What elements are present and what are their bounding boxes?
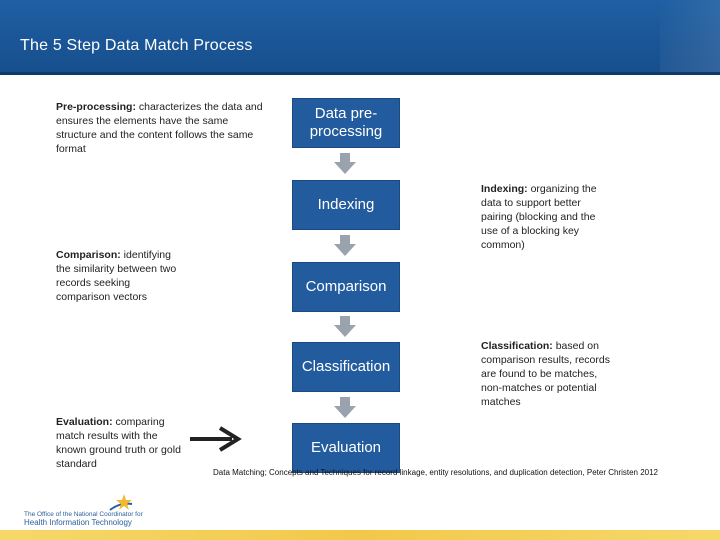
note-classification-term: Classification: [481,340,553,352]
down-arrow-icon [334,153,356,175]
header-decoration [660,0,720,72]
onc-logo [20,492,143,528]
down-arrow-icon [334,316,356,338]
note-evaluation [56,415,181,471]
note-indexing-term: Indexing: [481,183,528,195]
down-arrow-icon [334,235,356,257]
page-title: The 5 Step Data Match Process [20,37,253,54]
note-comparison [56,248,181,304]
note-indexing [481,182,611,252]
note-classification [481,339,616,409]
note-preprocessing-term: Pre-processing: [56,101,136,113]
note-evaluation-text: comparing match results with the known ground truth or gold standard [56,416,181,470]
step-comparison: Comparison [292,262,400,312]
note-preprocessing [56,100,271,156]
note-comparison-term: Comparison: [56,249,121,261]
step-evaluation: Evaluation [292,423,400,473]
footer-bar [0,530,720,540]
note-classification-text: based on comparison results, records are found to be matches, non-matches or potential matches [481,340,610,408]
note-evaluation-term: Evaluation: [56,416,113,428]
logo-line-1: The Office of the National Coordinator for [24,511,143,518]
step-indexing: Indexing [292,180,400,230]
citation: Data Matching; Concepts and Techniques for record linkage, entity resolutions, and duplication detection, Peter Christen 2012 [213,468,659,477]
down-arrow-icon [334,397,356,419]
note-comparison-text: identifying the similarity between two records seeking comparison vectors [56,249,177,303]
header-bar [0,0,720,75]
note-preprocessing-text: characterizes the data and ensures the elements have the same structure and the content follows the same format [56,101,263,155]
step-data-preprocessing: Data pre-processing [292,98,400,148]
logo-line-2: Health Information Technology [24,518,132,527]
note-indexing-text: organizing the data to support better pairing (blocking and the use of a blocking key common) [481,183,597,251]
step-classification: Classification [292,342,400,392]
right-arrow-icon [190,425,246,453]
